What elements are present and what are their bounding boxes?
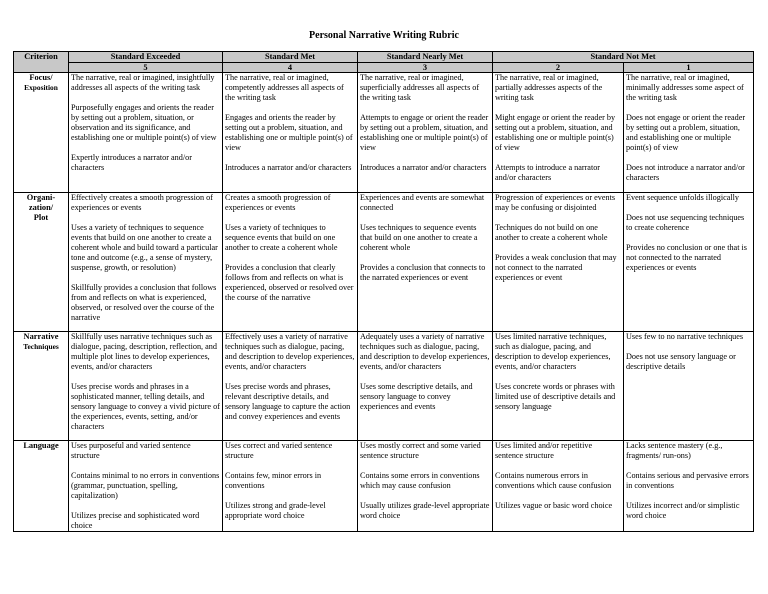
descriptor-text: Expertly introduces a narrator and/or characters: [71, 153, 192, 172]
page-title: Personal Narrative Writing Rubric: [309, 30, 459, 41]
descriptor-text: Experiences and events are somewhat connected: [360, 193, 485, 212]
descriptor-text: Techniques do not build on one another to create a coherent whole: [495, 223, 608, 242]
descriptor-text: Introduces a narrator and/or characters: [225, 163, 352, 172]
table-row-organization-plot: [14, 193, 754, 332]
descriptor-text: Uses some descriptive details, and sensory language to convey experiences and events: [360, 382, 473, 411]
paragraph-gap: [360, 103, 490, 113]
paragraph-gap: [225, 103, 355, 113]
header-row: [14, 52, 754, 63]
descriptor-text: Provides a conclusion that clearly follows from and reflects on what is experienced, observed or resolved over the course of the narrative: [225, 263, 354, 302]
descriptor-text: Contains minimal to no errors in conventions (grammar, punctuation, spelling, capitalization): [71, 471, 220, 500]
descriptor-text: Uses concrete words or phrases with limited use of descriptive details and sensory language: [495, 382, 616, 411]
paragraph-gap: [626, 491, 751, 501]
table-row-narrative-techniques: [14, 332, 754, 441]
paragraph-gap: [71, 273, 220, 283]
criterion-cell: [14, 73, 69, 193]
score-4: 4: [223, 63, 358, 73]
criterion-label: Narrative: [23, 332, 59, 341]
paragraph-gap: [495, 213, 621, 223]
paragraph-gap: [225, 491, 355, 501]
rubric-cell-score-5: [69, 332, 223, 441]
descriptor-text: Does not use sequencing techniques to create coherence: [626, 213, 745, 232]
score-1: 1: [624, 63, 754, 73]
descriptor-text: Purposefully engages and orients the reader by setting out a problem, situation, or observation and its significance, and establishing one or multiple point(s) of view: [71, 103, 217, 142]
score-3: 3: [358, 63, 493, 73]
paragraph-gap: [495, 153, 621, 163]
paragraph-gap: [71, 501, 220, 511]
descriptor-text: Utilizes vague or basic word choice: [495, 501, 613, 510]
descriptor-text: Creates a smooth progression of experiences or events: [225, 193, 331, 212]
paragraph-gap: [225, 253, 355, 263]
rubric-cell-score-2: [493, 441, 624, 532]
header-standard-met: Standard Met: [223, 52, 358, 63]
descriptor-text: The narrative, real or imagined, partially addresses aspects of the writing task: [495, 73, 603, 102]
descriptor-text: Contains some errors in conventions which may cause confusion: [360, 471, 480, 490]
paragraph-gap: [71, 461, 220, 471]
descriptor-text: Effectively creates a smooth progression of experiences or events: [71, 193, 213, 212]
paragraph-gap: [360, 253, 490, 263]
rubric-cell-score-4: [223, 332, 358, 441]
rubric-cell-score-5: [69, 441, 223, 532]
descriptor-text: The narrative, real or imagined, competently addresses all aspects of the writing task: [225, 73, 344, 102]
descriptor-text: Does not use sensory language or descriptive details: [626, 352, 736, 371]
descriptor-text: Utilizes strong and grade-level appropriate word choice: [225, 501, 326, 520]
paragraph-gap: [626, 103, 751, 113]
paragraph-gap: [225, 372, 355, 382]
descriptor-text: Introduces a narrator and/or characters: [360, 163, 487, 172]
descriptor-text: Contains serious and pervasive errors in conventions: [626, 471, 749, 490]
rubric-table: [13, 51, 754, 532]
descriptor-text: Progression of experiences or events may be confusing or disjointed: [495, 193, 616, 212]
rubric-cell-score-3: [358, 332, 493, 441]
rubric-cell-score-1: [624, 332, 754, 441]
descriptor-text: Utilizes precise and sophisticated word choice: [71, 511, 200, 530]
criterion-label: Focus/: [29, 73, 53, 82]
rubric-cell-score-1: [624, 193, 754, 332]
score-5: 5: [69, 63, 223, 73]
criterion-label-line2: Plot: [33, 213, 49, 222]
paragraph-gap: [225, 461, 355, 471]
rubric-cell-score-2: [493, 193, 624, 332]
paragraph-gap: [495, 243, 621, 253]
paragraph-gap: [71, 372, 220, 382]
criterion-cell: [14, 332, 69, 441]
descriptor-text: Uses purposeful and varied sentence structure: [71, 441, 191, 460]
descriptor-text: Uses a variety of techniques to sequence events that build on one another to create a coherent whole: [225, 223, 338, 252]
criterion-label: Language: [23, 441, 59, 450]
rubric-cell-score-1: [624, 73, 754, 193]
descriptor-text: Provides a conclusion that connects to the narrated experiences or event: [360, 263, 486, 282]
rubric-cell-score-5: [69, 193, 223, 332]
paragraph-gap: [495, 491, 621, 501]
paragraph-gap: [626, 233, 751, 243]
descriptor-text: Effectively uses a variety of narrative techniques such as dialogue, pacing, and description to develop experiences, events, and/or characters: [225, 332, 355, 371]
criterion-cell: [14, 193, 69, 332]
descriptor-text: Uses mostly correct and some varied sentence structure: [360, 441, 481, 460]
header-standard-not-met: Standard Not Met: [493, 52, 754, 63]
paragraph-gap: [71, 143, 220, 153]
paragraph-gap: [71, 213, 220, 223]
descriptor-text: Contains numerous errors in conventions which cause confusion: [495, 471, 612, 490]
descriptor-text: Usually utilizes grade-level appropriate word choice: [360, 501, 490, 520]
descriptor-text: Contains few, minor errors in conventions: [225, 471, 322, 490]
descriptor-text: Uses precise words and phrases, relevant descriptive details, and sensory language to capture the action and convey experiences and events: [225, 382, 351, 421]
descriptor-text: Skillfully provides a conclusion that follows from and reflects on what is experienced, observed, or resolved over the course of the narrative: [71, 283, 217, 322]
paragraph-gap: [71, 93, 220, 103]
descriptor-text: Lacks sentence mastery (e.g., fragments/ run-ons): [626, 441, 723, 460]
descriptor-text: The narrative, real or imagined, minimally addresses some aspect of the writing task: [626, 73, 744, 102]
descriptor-text: Event sequence unfolds illogically: [626, 193, 740, 202]
criterion-cell: [14, 441, 69, 532]
paragraph-gap: [626, 203, 751, 213]
paragraph-gap: [360, 372, 490, 382]
header-criterion: Criterion: [14, 52, 69, 73]
descriptor-text: Attempts to engage or orient the reader by setting out a problem, situation, and establishing one or multiple point(s) of view: [360, 113, 489, 152]
descriptor-text: Attempts to introduce a narrator and/or characters: [495, 163, 601, 182]
rubric-cell-score-4: [223, 193, 358, 332]
descriptor-text: Uses precise words and phrases in a sophisticated manner, telling details, and sensory language to convey a vivid picture of the experiences, events, setting, and/or characters: [71, 382, 220, 431]
paragraph-gap: [360, 153, 490, 163]
table-row-language: [14, 441, 754, 532]
rubric-cell-score-3: [358, 73, 493, 193]
table-row-focus-exposition: [14, 73, 754, 193]
criterion-label: Organi-zation/: [26, 193, 56, 212]
paragraph-gap: [495, 461, 621, 471]
descriptor-text: Provides no conclusion or one that is not connected to the narrated experiences or events: [626, 243, 747, 272]
header-standard-nearly-met: Standard Nearly Met: [358, 52, 493, 63]
paragraph-gap: [626, 153, 751, 163]
descriptor-text: Might engage or orient the reader by setting out a problem, situation, and establishing one or multiple point(s) of view: [495, 113, 616, 152]
rubric-cell-score-2: [493, 332, 624, 441]
rubric-cell-score-3: [358, 193, 493, 332]
descriptor-text: Skillfully uses narrative techniques such as dialogue, pacing, description, reflection, and multiple plot lines to develop experiences, events, and/or characters: [71, 332, 217, 371]
descriptor-text: Engages and orients the reader by setting out a problem, situation, and establishing one or multiple point(s) of view: [225, 113, 353, 152]
descriptor-text: Adequately uses a variety of narrative techniques such as dialogue, pacing, and description to develop experiences, events, and/or characters: [360, 332, 490, 371]
descriptor-text: The narrative, real or imagined, insightfully addresses all aspects of the writing task: [71, 73, 215, 92]
score-row: [14, 63, 754, 73]
paragraph-gap: [360, 213, 490, 223]
descriptor-text: Does not introduce a narrator and/or characters: [626, 163, 745, 182]
header-standard-exceeded: Standard Exceeded: [69, 52, 223, 63]
rubric-cell-score-4: [223, 441, 358, 532]
rubric-cell-score-5: [69, 73, 223, 193]
descriptor-text: Uses techniques to sequence events that build on one another to create a coherent whole: [360, 223, 478, 252]
paragraph-gap: [626, 342, 751, 352]
rubric-cell-score-2: [493, 73, 624, 193]
criterion-sublabel: Techniques: [23, 342, 59, 351]
criterion-sublabel: Exposition: [24, 83, 58, 92]
rubric-cell-score-1: [624, 441, 754, 532]
rubric-cell-score-3: [358, 441, 493, 532]
descriptor-text: Utilizes incorrect and/or simplistic word choice: [626, 501, 740, 520]
descriptor-text: Uses few to no narrative techniques: [626, 332, 744, 341]
paragraph-gap: [225, 153, 355, 163]
descriptor-text: Uses limited narrative techniques, such as dialogue, pacing, and description to develop experiences, events, and/or characters: [495, 332, 611, 371]
paragraph-gap: [225, 213, 355, 223]
paragraph-gap: [495, 103, 621, 113]
descriptor-text: Uses a variety of techniques to sequence events that build on one another to create a coherent whole and build toward a particular tone and outcome (e.g., a sense of mystery, suspense, growth, or resolution): [71, 223, 218, 272]
rubric-cell-score-4: [223, 73, 358, 193]
paragraph-gap: [626, 461, 751, 471]
descriptor-text: Does not engage or orient the reader by setting out a problem, situation, and establishing one or multiple point(s) of view: [626, 113, 746, 152]
descriptor-text: Provides a weak conclusion that may not connect to the narrated experiences or event: [495, 253, 617, 282]
score-2: 2: [493, 63, 624, 73]
paragraph-gap: [360, 461, 490, 471]
descriptor-text: The narrative, real or imagined, superficially addresses all aspects of the writing task: [360, 73, 480, 102]
paragraph-gap: [360, 491, 490, 501]
descriptor-text: Uses correct and varied sentence structure: [225, 441, 333, 460]
descriptor-text: Uses limited and/or repetitive sentence structure: [495, 441, 593, 460]
paragraph-gap: [495, 372, 621, 382]
